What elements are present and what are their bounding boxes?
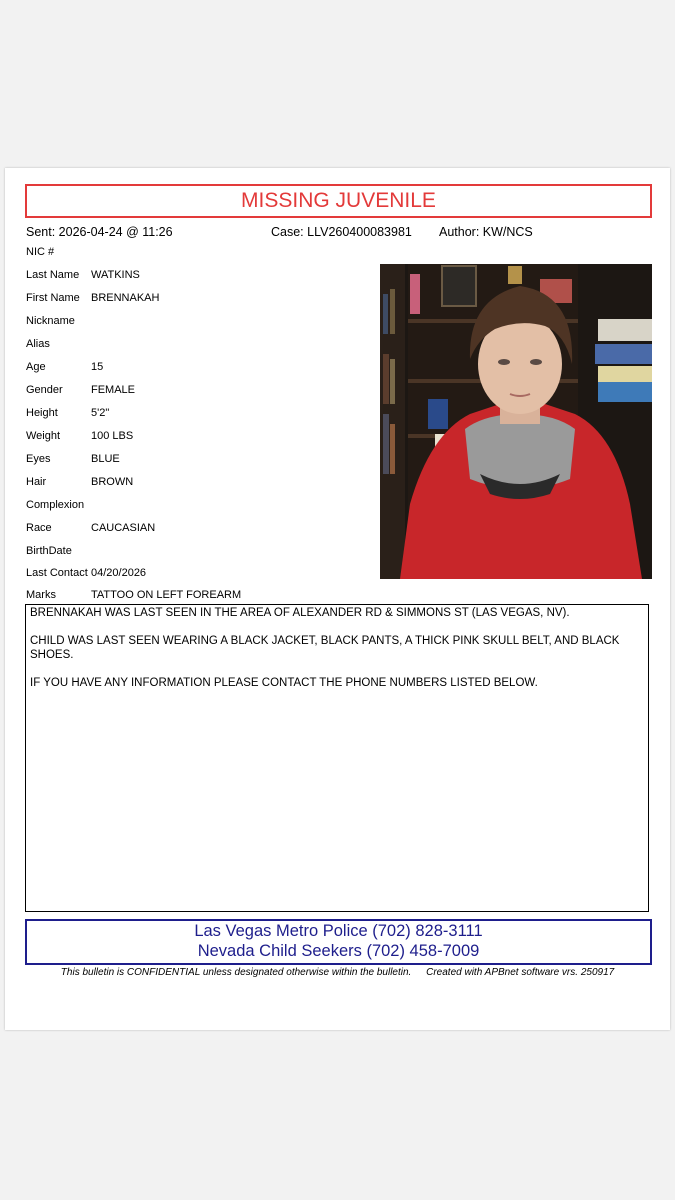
contact-ncs: Nevada Child Seekers (702) 458-7009 [197,942,480,960]
field-label: Complexion [26,499,85,511]
confidential-notice: This bulletin is CONFIDENTIAL unless designated otherwise within the bulletin. [60,967,412,978]
field-label: Gender [26,384,63,396]
field-value: TATTOO ON LEFT FOREARM [91,589,242,601]
sent-timestamp: Sent: 2026-04-24 @ 11:26 [26,225,173,239]
field-value: FEMALE [91,384,136,396]
field-value: CAUCASIAN [91,522,156,534]
nic-label: NIC # [26,246,55,258]
subject-photo-illustration [380,264,652,579]
field-label: Last Name [26,269,80,281]
field-value: BLUE [91,453,120,465]
field-label: Age [26,361,46,373]
field-value: BRENNAKAH [91,292,160,304]
bulletin-title: MISSING JUVENILE [25,184,652,218]
field-value: 04/20/2026 [91,567,147,579]
field-label: Hair [26,476,47,488]
field-label: Race [26,522,52,534]
narrative-paragraph: CHILD WAS LAST SEEN WEARING A BLACK JACKET, BLACK PANTS, A THICK PINK SKULL BELT, AND BLACK SHOES. [30,635,620,661]
field-label: First Name [26,292,80,304]
software-credit: Created with APBnet software vrs. 250917 [426,967,615,978]
author: Author: KW/NCS [439,225,533,239]
field-label: BirthDate [26,545,72,557]
field-label: Alias [26,338,50,350]
field-label: Eyes [26,453,51,465]
field-label: Marks [26,589,56,601]
field-value: WATKINS [91,269,140,281]
narrative-paragraph: IF YOU HAVE ANY INFORMATION PLEASE CONTACT THE PHONE NUMBERS LISTED BELOW. [30,677,538,689]
narrative-box [25,604,649,912]
footer [5,967,670,978]
case-number: Case: LLV260400083981 [271,225,412,239]
field-value: 5'2" [91,407,110,419]
contact-lvmpd: Las Vegas Metro Police (702) 828-3111 [194,922,483,940]
bulletin-sheet [5,168,670,1030]
field-label: Nickname [26,315,75,327]
narrative-paragraph: BRENNAKAH WAS LAST SEEN IN THE AREA OF ALEXANDER RD & SIMMONS ST (LAS VEGAS, NV). [30,607,570,619]
field-value: BROWN [91,476,134,488]
field-value: 15 [91,361,104,373]
field-label: Weight [26,430,61,442]
subject-photo [380,264,652,579]
field-label: Last Contact [26,567,88,579]
field-value: 100 LBS [91,430,134,442]
field-label: Height [26,407,58,419]
contact-box [25,919,652,965]
